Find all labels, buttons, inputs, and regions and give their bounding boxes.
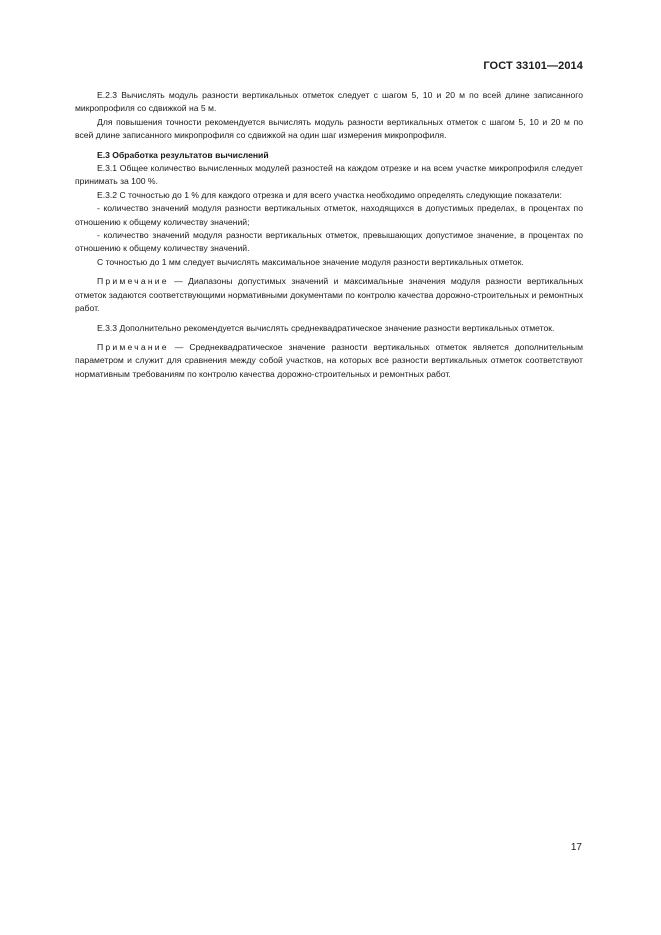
paragraph-max-value: С точностью до 1 мм следует вычислять максимальное значение модуля разности вертикальных отметок. bbox=[97, 256, 524, 267]
paragraph-e3-3: Е.3.3 Дополнительно рекомендуется вычислять среднеквадратическое значение разности вертикальных отметок. bbox=[97, 322, 555, 333]
list-item-within-limits: - количество значений модуля разности вертикальных отметок, находящихся в допустимых пределах, в процентах по отношению к общему количеству значений; bbox=[75, 203, 583, 227]
document-header-code: ГОСТ 33101—2014 bbox=[483, 60, 583, 72]
section-heading-e3: Е.3 Обработка результатов вычислений bbox=[97, 149, 269, 160]
note-rms bbox=[75, 341, 583, 381]
paragraph-e3-2: Е.3.2 С точностью до 1 % для каждого отрезка и для всего участка необходимо определять следующие показатели: bbox=[97, 189, 562, 200]
paragraph-e3-1: Е.3.1 Общее количество вычисленных модулей разностей на каждом отрезке и на всем участке микропрофиля следует принимать за 100 %. bbox=[75, 163, 583, 187]
paragraph-e2-3: Е.2.3 Вычислять модуль разности вертикальных отметок следует с шагом 5, 10 и 20 м по всей длине записанного микропрофиля со сдвижкой на 5 м. bbox=[75, 90, 583, 114]
list-item-exceeding-limits: - количество значений модуля разности вертикальных отметок, превышающих допустимое значение, в процентах по отношению к общему количеству значений. bbox=[75, 230, 583, 254]
note-ranges bbox=[75, 275, 583, 315]
page-number: 17 bbox=[570, 842, 582, 853]
document-body bbox=[75, 89, 583, 381]
paragraph-accuracy: Для повышения точности рекомендуется вычислять модуль разности вертикальных отметок с шагом 5, 10 и 20 м по всей длине записанного микропрофиля со сдвижкой на один шаг измерения микропрофиля. bbox=[75, 116, 583, 141]
note-text: — Среднеквадратическое значение разности вертикальных отметок является дополнительным параметром и служит для сравнения между собой участков, на которых все разности вертикальных отметок соответствуют нормативным требованиям по контролю качества дорожно-строительных и ремонтных работ. bbox=[75, 341, 583, 379]
note-text: — Диапазоны допустимых значений и максимальные значения модуля разности вертикальных отметок задаются соответствующими нормативными документами по контролю качества дорожно-строительных и ремонтных работ. bbox=[75, 276, 583, 314]
note-label: Примечание bbox=[97, 341, 169, 352]
note-label: Примечание bbox=[97, 276, 169, 287]
